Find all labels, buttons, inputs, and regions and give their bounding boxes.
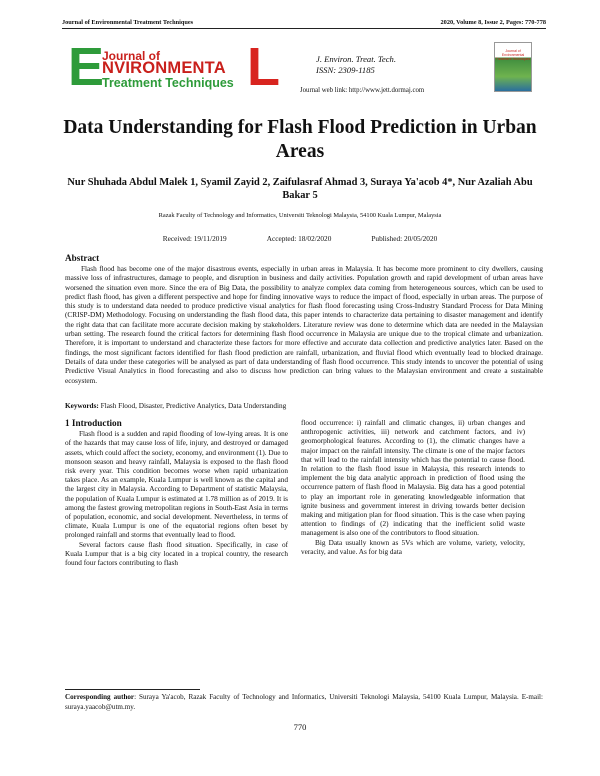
logo-letter-l: L [247,37,280,97]
keywords-text: Flash Flood, Disaster, Predictive Analytics, Data Understanding [98,402,287,410]
received-date: Received: 19/11/2019 [162,234,227,243]
intro-paragraph-4: Big Data usually known as 5Vs which are volume, variety, velocity, veracity, and value. As for big data [301,538,525,556]
header-rule [62,28,546,29]
corresponding-author-footnote [65,693,543,712]
volume-info: 2020, Volume 8, Issue 2, Pages: 770-778 [440,19,546,26]
footnote-text: : Suraya Ya'acob, Razak Faculty of Technology and Informatics, Universiti Teknologi Malaysia, 54100 Kuala Lumpur, Malaysia. E-mail: suraya.yaacob@utm.my. [65,693,543,711]
paper-title: Data Understanding for Flash Flood Prediction in Urban Areas [63,117,537,162]
keywords-label: Keywords: [65,402,99,410]
running-header [62,19,546,26]
accepted-date: Accepted: 18/02/2020 [266,234,332,243]
journal-weblink[interactable]: Journal web link: http://www.jett.dormaj.com [300,87,425,94]
logo-letter-e: E [68,37,105,97]
published-date: Published: 20/05/2020 [371,234,438,243]
journal-logo [68,37,280,97]
footnote-label: Corresponding author [65,693,135,701]
journal-name: Journal of Environmental Treatment Techniques [62,19,194,26]
affiliation: Razak Faculty of Technology and Informatics, Universiti Teknologi Malaysia, 54100 Kuala Lumpur, Malaysia [158,212,442,219]
keywords [65,402,286,410]
left-column [65,419,288,568]
author-list: Nur Shuhada Abdul Malek 1, Syamil Zayid 2, Zaifulasraf Ahmad 3, Suraya Ya'acob 4*, Nur Azaliah Abu Bakar 5 [67,177,533,201]
journal-issn: ISSN: 2309-1185 [316,65,375,75]
page-number: 770 [293,722,307,732]
cover-title: Journal of Environmental Treatment Techniques [495,49,531,61]
intro-paragraph-2: Several factors cause flash flood situation. Specifically, in case of Kuala Lumpur that is a big city located in a tropical country, the research found four factors contributing to flash [65,540,288,568]
journal-cover-image [494,42,532,92]
footnote-rule [65,689,200,690]
abstract-heading: Abstract [65,253,100,263]
logo-line1: Journal of [102,49,161,63]
logo-line2: NVIRONMENTA [102,59,226,77]
intro-paragraph-3: flood occurrence: i) rainfall and climatic changes, ii) urban changes and anthropogenic activities, iii) network and catchment factors, and iv) geomorphological features. According to (1), the climatic changes have a major impact on the rainfall intensity. The climate is one of the major factors that will lead to the rainfall intensity which has the potential to cause flood. In relation to the flash flood issue in Malaysia, this research intends to implement the big data analytic approach in prediction of flood using the occurrence pattern of flash flood in Malaysia. Big data has a good potential to play an important role in generating knowledgeable information that ignite business and government interest in driving towards better decision making and mitigation plan for flood situation. This is the case when paying attention to findings of (2) indicating that the inefficient solid waste management is also one of the contributors to flood situation. [301,419,525,538]
intro-heading: 1 Introduction [65,418,122,428]
logo-line3: Treatment Techniques [102,76,234,90]
journal-abbrev: J. Environ. Treat. Tech. [316,54,396,64]
dates-row [0,234,600,243]
right-column [301,419,525,557]
journal-info [316,54,396,76]
abstract-text: Flash flood has become one of the major disastrous events, especially in urban areas in Malaysia. It has become more prominent to city dwellers, causing massive loss of infrastructures, damage to people, and disruption in business and daily activities. Population growth and rapid development of urban areas have worsened the situation even more. Since the era of Big Data, the possibility to analyze complex data coming from heterogeneous sources, which can be used to predict flash flood, has given a different perspective and hope for finding innovative ways to reduce the impact of flood, especially in urban areas. The purpose of this study is to understand data needed to produce predictive visual analytics for flash flood forecasting using Cross-Industry Standard Process for Data Mining (CRISP-DM) Methodology. Focusing on understanding the flash flood data, this paper intends to characterize data pertaining to disaster management and identify the right data that can facilitate more accurate decision making by stakeholders. Literature review was done to determine which data are needed in the Malaysian urban setting. The research found the critical factors for determining flash flood occurrence in Malaysia are unique due to the tropical climate and urbanization. Therefore, it is important to understand and characterize these factors for more effective and accurate data collection and predictive analytics later. Based on the findings, the most significant factors identified for flash flood prediction are rainfall, urbanization, and fluvial flood which eventually lead to blocked drainage. Details of data under these categories will be analysed as part of data understanding of flash flood occurrence. This study intends to uncover the potential of using Predictive Visual Analytics in flood forecasting and also to discuss how prediction can bring values to the Malaysian environment and create a sustainable ecosystem. [65,265,543,385]
intro-paragraph-1: Flash flood is a sudden and rapid flooding of low-lying areas. It is one of the hazards that may cause loss of life, injury, and destroyed or damaged assets, which could affect the society, economy, and environment (1). Due to monsoon season and heavy rainfall, Malaysia is exposed to the flash flood risk every year. This condition becomes worse when rapid urbanization takes place. As an example, Kuala Lumpur is well known as the capital and the largest city in Malaysia. According to Department of statistic Malaysia, the population of Kuala Lumpur is estimated at 1.78 million as of 2019. It is among the fastest growing metropolitan regions in South-East Asia in terms of population, economic, and social development. Nevertheless, in terms of climate, Kuala Lumpur is one of the equatorial regions often beset by prolonged rainfall and storms that eventually lead to flood. [65,430,288,540]
